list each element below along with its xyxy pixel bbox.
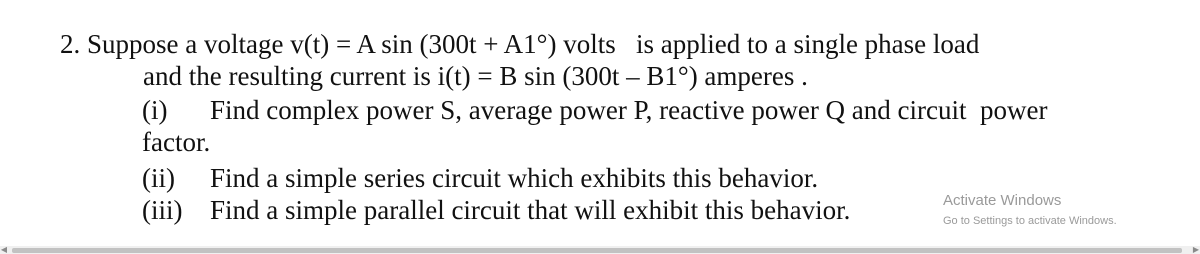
sub-question-ii-text: Find a simple series circuit which exhibits this behavior. <box>210 163 819 193</box>
sub-question-ii-label: (ii) <box>142 163 175 193</box>
activate-windows-watermark <box>943 192 1117 229</box>
scroll-right-arrow-icon[interactable]: ▶ <box>1192 245 1200 254</box>
scroll-left-arrow-icon[interactable]: ◀ <box>0 245 8 254</box>
sub-question-iii-text: Find a simple parallel circuit that will exhibit this behavior. <box>210 195 851 225</box>
question-stem-line-2: and the resulting current is i(t) = B sin (300t – B1°) amperes . <box>143 61 808 91</box>
sub-question-i-continuation <box>142 126 210 158</box>
question-line-1 <box>60 28 979 60</box>
sub-question-iii <box>142 194 850 226</box>
watermark-subtitle: Go to Settings to activate Windows. <box>943 215 1117 227</box>
sub-question-i-text: Find complex power S, average power P, reactive power Q and circuit power <box>210 95 1048 125</box>
sub-question-i-label: (i) <box>142 95 168 125</box>
question-number: 2. <box>60 29 81 59</box>
question-stem-line-1: Suppose a voltage v(t) = A sin (300t + A1°) volts is applied to a single phase load <box>87 29 980 59</box>
watermark-title: Activate Windows <box>943 192 1062 209</box>
scrollbar-thumb[interactable] <box>12 248 1182 253</box>
sub-question-ii <box>142 162 818 194</box>
sub-question-i-text-continued: factor. <box>142 127 211 157</box>
horizontal-scrollbar[interactable] <box>0 246 1200 254</box>
sub-question-i <box>142 94 1047 126</box>
sub-question-iii-label: (iii) <box>142 195 183 225</box>
question-line-2 <box>143 60 808 92</box>
